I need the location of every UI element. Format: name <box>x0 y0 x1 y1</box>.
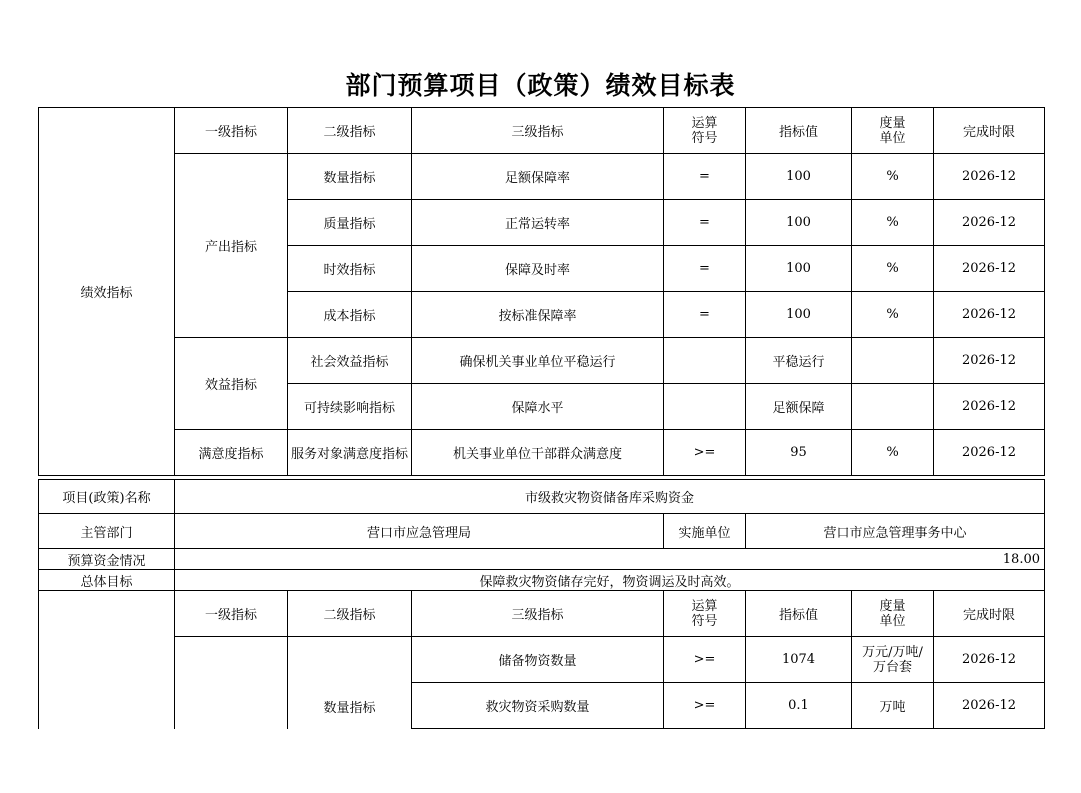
level3-cell: 保障水平 <box>412 384 664 430</box>
col-header-operator: 运算符号 <box>664 108 746 154</box>
unit-cell <box>852 338 934 384</box>
deadline-cell: 2026-12 <box>934 637 1045 683</box>
budget-label: 预算资金情况 <box>39 549 175 570</box>
goal-value: 保障救灾物资储存完好，物资调运及时高效。 <box>175 570 1045 591</box>
level2-cell: 服务对象满意度指标 <box>288 430 412 476</box>
level3-cell: 确保机关事业单位平稳运行 <box>412 338 664 384</box>
table-row <box>39 154 1045 200</box>
table-row <box>39 637 1045 683</box>
value-cell: 100 <box>746 154 852 200</box>
level3-cell: 机关事业单位干部群众满意度 <box>412 430 664 476</box>
operator-cell: >= <box>664 637 746 683</box>
budget-value: 18.00 <box>175 549 1045 570</box>
level3-cell: 正常运转率 <box>412 200 664 246</box>
goal-label: 总体目标 <box>39 570 175 591</box>
col-header-unit: 度量单位 <box>852 591 934 637</box>
unit-cell <box>852 384 934 430</box>
level2-cell: 数量指标 <box>288 637 412 729</box>
level3-cell: 储备物资数量 <box>412 637 664 683</box>
impl-label: 实施单位 <box>664 514 746 549</box>
level2-cell: 质量指标 <box>288 200 412 246</box>
level3-cell: 足额保障率 <box>412 154 664 200</box>
level2-cell: 可持续影响指标 <box>288 384 412 430</box>
col-header-value: 指标值 <box>746 108 852 154</box>
table-row <box>39 338 1045 384</box>
unit-cell: 万吨 <box>852 683 934 729</box>
dept-label: 主管部门 <box>39 514 175 549</box>
table-header-row <box>39 108 1045 154</box>
value-cell: 平稳运行 <box>746 338 852 384</box>
section-label-empty <box>39 591 175 729</box>
unit-cell: % <box>852 430 934 476</box>
level2-cell: 时效指标 <box>288 246 412 292</box>
deadline-cell: 2026-12 <box>934 338 1045 384</box>
deadline-cell: 2026-12 <box>934 683 1045 729</box>
unit-cell: % <box>852 246 934 292</box>
project-name-row <box>39 480 1045 514</box>
impl-value: 营口市应急管理事务中心 <box>746 514 1045 549</box>
level2-cell: 社会效益指标 <box>288 338 412 384</box>
operator-cell: = <box>664 200 746 246</box>
goal-row <box>39 570 1045 591</box>
project-info-table <box>38 479 1045 729</box>
deadline-cell: 2026-12 <box>934 200 1045 246</box>
unit-cell: % <box>852 154 934 200</box>
table-row <box>39 430 1045 476</box>
operator-cell <box>664 338 746 384</box>
operator-cell: = <box>664 246 746 292</box>
value-cell: 100 <box>746 246 852 292</box>
level1-cell: 产出指标 <box>175 154 288 338</box>
performance-table-top <box>38 107 1045 476</box>
level3-cell: 救灾物资采购数量 <box>412 683 664 729</box>
operator-cell: >= <box>664 430 746 476</box>
page-title: 部门预算项目（政策）绩效目标表 <box>345 71 736 100</box>
col-header-deadline: 完成时限 <box>934 108 1045 154</box>
col-header-level2: 二级指标 <box>288 108 412 154</box>
unit-cell: % <box>852 200 934 246</box>
deadline-cell: 2026-12 <box>934 292 1045 338</box>
deadline-cell: 2026-12 <box>934 430 1045 476</box>
level3-cell: 保障及时率 <box>412 246 664 292</box>
level2-cell: 成本指标 <box>288 292 412 338</box>
department-row <box>39 514 1045 549</box>
section-label: 绩效指标 <box>39 108 175 476</box>
table-header-row <box>39 591 1045 637</box>
col-header-level1: 一级指标 <box>175 591 288 637</box>
value-cell: 100 <box>746 292 852 338</box>
operator-cell <box>664 384 746 430</box>
unit-cell: % <box>852 292 934 338</box>
level1-cell: 效益指标 <box>175 338 288 430</box>
col-header-level3: 三级指标 <box>412 591 664 637</box>
value-cell: 足额保障 <box>746 384 852 430</box>
project-name-value: 市级救灾物资储备库采购资金 <box>175 480 1045 514</box>
deadline-cell: 2026-12 <box>934 154 1045 200</box>
col-header-value: 指标值 <box>746 591 852 637</box>
dept-value: 营口市应急管理局 <box>175 514 664 549</box>
level3-cell: 按标准保障率 <box>412 292 664 338</box>
deadline-cell: 2026-12 <box>934 384 1045 430</box>
col-header-level2: 二级指标 <box>288 591 412 637</box>
deadline-cell: 2026-12 <box>934 246 1045 292</box>
level2-cell: 数量指标 <box>288 154 412 200</box>
budget-row <box>39 549 1045 570</box>
level1-cell: 满意度指标 <box>175 430 288 476</box>
col-header-level3: 三级指标 <box>412 108 664 154</box>
value-cell: 0.1 <box>746 683 852 729</box>
value-cell: 1074 <box>746 637 852 683</box>
level1-cell-empty <box>175 637 288 729</box>
col-header-unit: 度量单位 <box>852 108 934 154</box>
unit-cell: 万元/万吨/万台套 <box>852 637 934 683</box>
col-header-level1: 一级指标 <box>175 108 288 154</box>
operator-cell: >= <box>664 683 746 729</box>
operator-cell: = <box>664 154 746 200</box>
operator-cell: = <box>664 292 746 338</box>
col-header-operator: 运算符号 <box>664 591 746 637</box>
project-name-label: 项目(政策)名称 <box>39 480 175 514</box>
value-cell: 95 <box>746 430 852 476</box>
col-header-deadline: 完成时限 <box>934 591 1045 637</box>
value-cell: 100 <box>746 200 852 246</box>
